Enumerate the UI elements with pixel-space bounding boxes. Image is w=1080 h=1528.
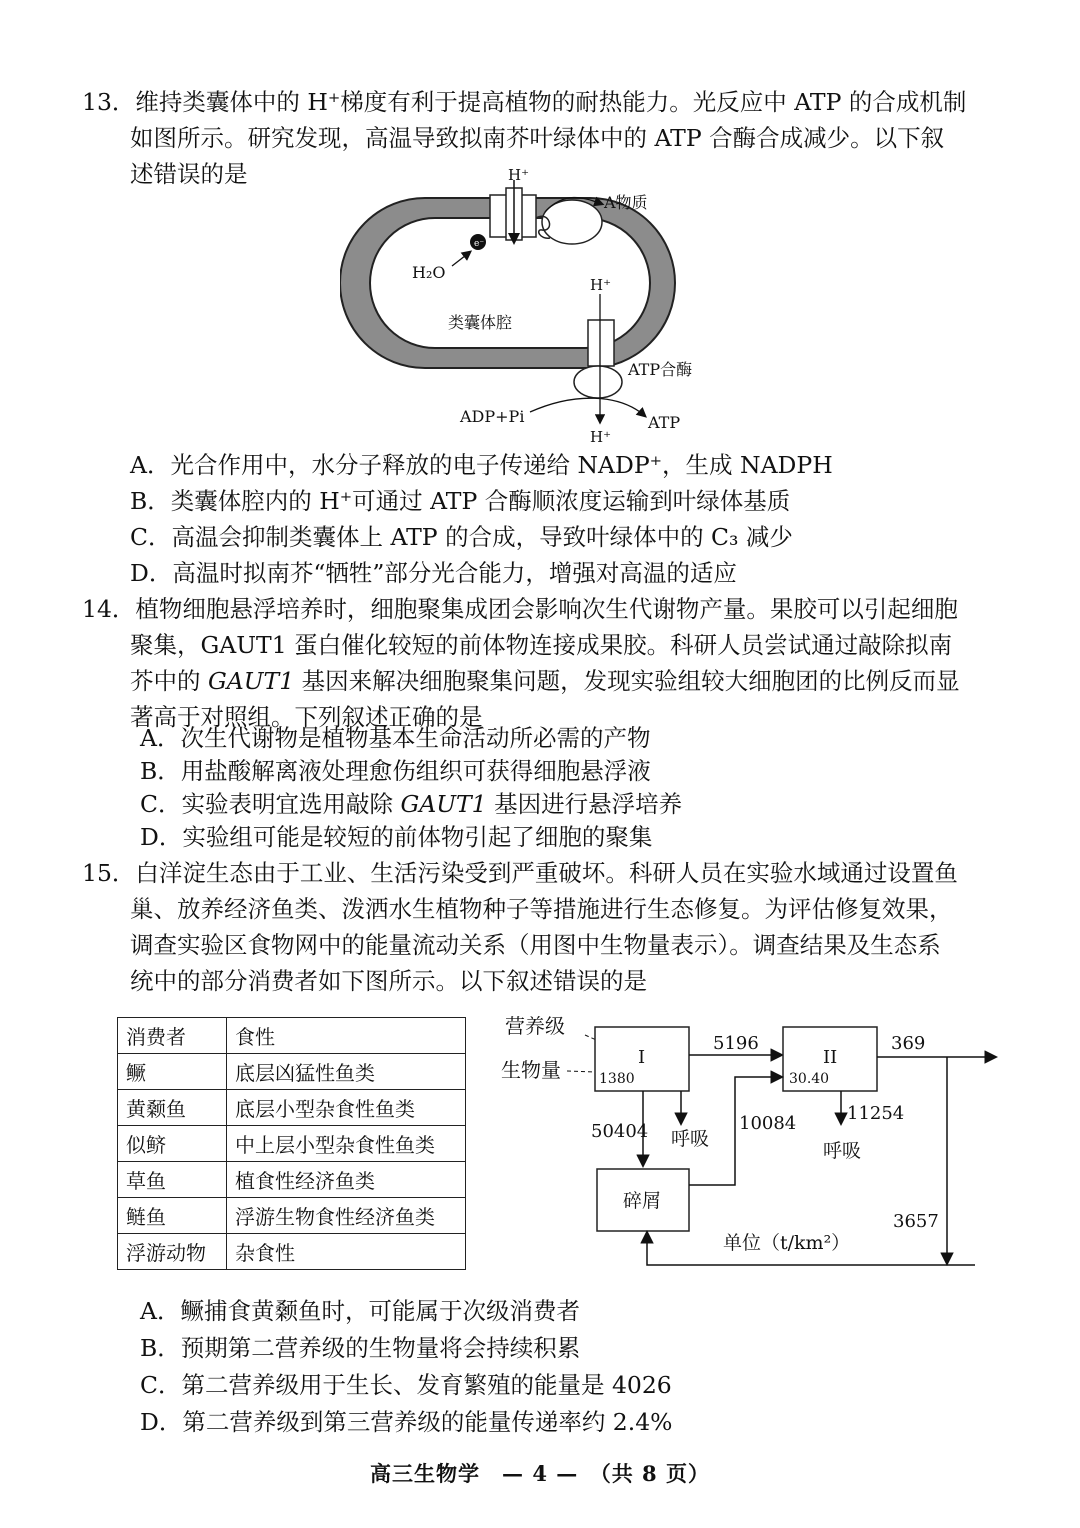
flow-1-detritus-value: 50404 — [591, 1121, 649, 1142]
gene-name: GAUT1 — [207, 667, 295, 695]
table-cell: 杂食性 — [227, 1234, 466, 1270]
table-cell: 底层凶猛性鱼类 — [227, 1054, 466, 1090]
thylakoid-diagram — [340, 160, 720, 450]
biomass-label: 生物量 — [501, 1058, 561, 1082]
q15-option-a: A．鳜捕食黄颡鱼时，可能属于次级消费者 — [140, 1297, 580, 1325]
flow-detritus-2-value: 10084 — [739, 1113, 797, 1134]
q15-option-c: C．第二营养级用于生长、发育繁殖的能量是 4026 — [140, 1371, 672, 1399]
table-row — [118, 1090, 466, 1126]
h-top-label: H⁺ — [508, 166, 529, 184]
q14-option-d: D．实验组可能是较短的前体物引起了细胞的聚集 — [140, 823, 653, 851]
a-substance-label: A物质 — [604, 193, 648, 212]
q14-option-a: A．次生代谢物是植物基本生命活动所必需的产物 — [140, 724, 651, 752]
h-mid-label: H⁺ — [590, 276, 611, 294]
water-label: H₂O — [412, 263, 446, 282]
trophic-level-label: 营养级 — [505, 1014, 565, 1038]
q13-option-b: B．类囊体腔内的 H⁺可通过 ATP 合酶顺浓度运输到叶绿体基质 — [130, 487, 791, 515]
detritus-label: 碎屑 — [623, 1190, 662, 1212]
q15-line-2: 巢、放养经济鱼类、泼洒水生植物种子等措施进行生态修复。为评估修复效果， — [130, 895, 953, 923]
table-row — [118, 1162, 466, 1198]
q13-option-c: C．高温会抑制类囊体上 ATP 的合成，导致叶绿体中的 C₃ 减少 — [130, 523, 793, 551]
flow-resp2-value: 11254 — [847, 1103, 905, 1124]
atp-label: ATP — [648, 413, 681, 432]
flow-2-detritus-value: 3657 — [893, 1211, 939, 1232]
q13-option-d: D．高温时拟南芥“牺牲”部分光合能力，增强对高温的适应 — [130, 559, 737, 587]
flow-out-value: 369 — [891, 1033, 926, 1054]
question-15 — [82, 855, 1002, 999]
respiration-2-label: 呼吸 — [823, 1140, 862, 1162]
q13-line-2: 如图所示。研究发现，高温导致拟南芥叶绿体中的 ATP 合酶合成减少。以下叙 — [130, 124, 945, 152]
q14-line-4: 著高于对照组。下列叙述正确的是 — [130, 703, 483, 731]
table-cell: 中上层小型杂食性鱼类 — [227, 1126, 466, 1162]
question-14 — [82, 591, 1002, 735]
q14-line-3: 芥中的 GAUT1 基因来解决细胞聚集问题，发现实验组较大细胞团的比例反而显 — [130, 667, 960, 695]
q15-option-d: D．第二营养级到第三营养级的能量传递率约 2.4% — [140, 1408, 673, 1436]
table-row — [118, 1054, 466, 1090]
level-2-label: II — [823, 1047, 838, 1068]
unit-label: 单位（t/km²） — [723, 1232, 851, 1254]
table-row — [118, 1234, 466, 1270]
level-2-biomass: 30.40 — [789, 1071, 830, 1087]
table-cell: 黄颡鱼 — [118, 1090, 227, 1126]
gene-name-c: GAUT1 — [400, 790, 487, 818]
atp-synthase-label: ATP合酶 — [628, 360, 693, 379]
table-cell: 鲢鱼 — [118, 1198, 227, 1234]
page-footer: 高三生物学 — 4 — （共 8 页） — [370, 1461, 710, 1486]
q14-line-2: 聚集，GAUT1 蛋白催化较短的前体物连接成果胶。科研人员尝试通过敲除拟南 — [130, 631, 953, 659]
table-row — [118, 1126, 466, 1162]
flow-1-2-value: 5196 — [713, 1033, 759, 1054]
table-cell: 底层小型杂食性鱼类 — [227, 1090, 466, 1126]
table-cell: 植食性经济鱼类 — [227, 1162, 466, 1198]
table-cell: 浮游生物食性经济鱼类 — [227, 1198, 466, 1234]
table-header-cell: 消费者 — [118, 1018, 227, 1054]
atp-synthase-channel — [588, 320, 614, 366]
level-1-label: I — [638, 1047, 646, 1068]
table-header-cell: 食性 — [227, 1018, 466, 1054]
table-row — [118, 1198, 466, 1234]
q14-option-b: B．用盐酸解离液处理愈伤组织可获得细胞悬浮液 — [140, 757, 651, 785]
q15-line-4: 统中的部分消费者如下图所示。以下叙述错误的是 — [130, 967, 647, 995]
consumer-table — [117, 1017, 466, 1270]
table-cell: 草鱼 — [118, 1162, 227, 1198]
respiration-1-label: 呼吸 — [671, 1128, 710, 1150]
table-cell: 浮游动物 — [118, 1234, 227, 1270]
svg-text:e⁻: e⁻ — [474, 239, 485, 249]
q15-line-1: 15．白洋淀生态由于工业、生活污染受到严重破坏。科研人员在实验水域通过设置鱼 — [82, 859, 958, 887]
table-cell: 似鲚 — [118, 1126, 227, 1162]
energy-flow-diagram — [495, 1005, 1005, 1280]
q13-option-a: A．光合作用中，水分子释放的电子传递给 NADP⁺，生成 NADPH — [130, 451, 833, 479]
lumen-label: 类囊体腔 — [448, 313, 513, 332]
q13-line-1: 13．维持类囊体中的 H⁺梯度有利于提高植物的耐热能力。光反应中 ATP 的合成机制 — [82, 88, 967, 116]
h-bottom-label: H⁺ — [590, 428, 611, 446]
level-1-biomass: 1380 — [599, 1071, 635, 1087]
q13-line-3: 述错误的是 — [130, 160, 248, 188]
table-header-row — [118, 1018, 466, 1054]
adp-pi-label: ADP+Pi — [460, 407, 525, 426]
q14-option-c: C．实验表明宜选用敲除 GAUT1 基因进行悬浮培养 — [140, 790, 683, 818]
atp-synthase-head — [574, 366, 622, 398]
q15-option-b: B．预期第二营养级的生物量将会持续积累 — [140, 1334, 581, 1362]
table-cell: 鳜 — [118, 1054, 227, 1090]
q15-line-3: 调查实验区食物网中的能量流动关系（用图中生物量表示）。调查结果及生态系 — [130, 931, 941, 959]
q14-line-1: 14．植物细胞悬浮培养时，细胞聚集成团会影响次生代谢物产量。果胶可以引起细胞 — [82, 595, 958, 623]
